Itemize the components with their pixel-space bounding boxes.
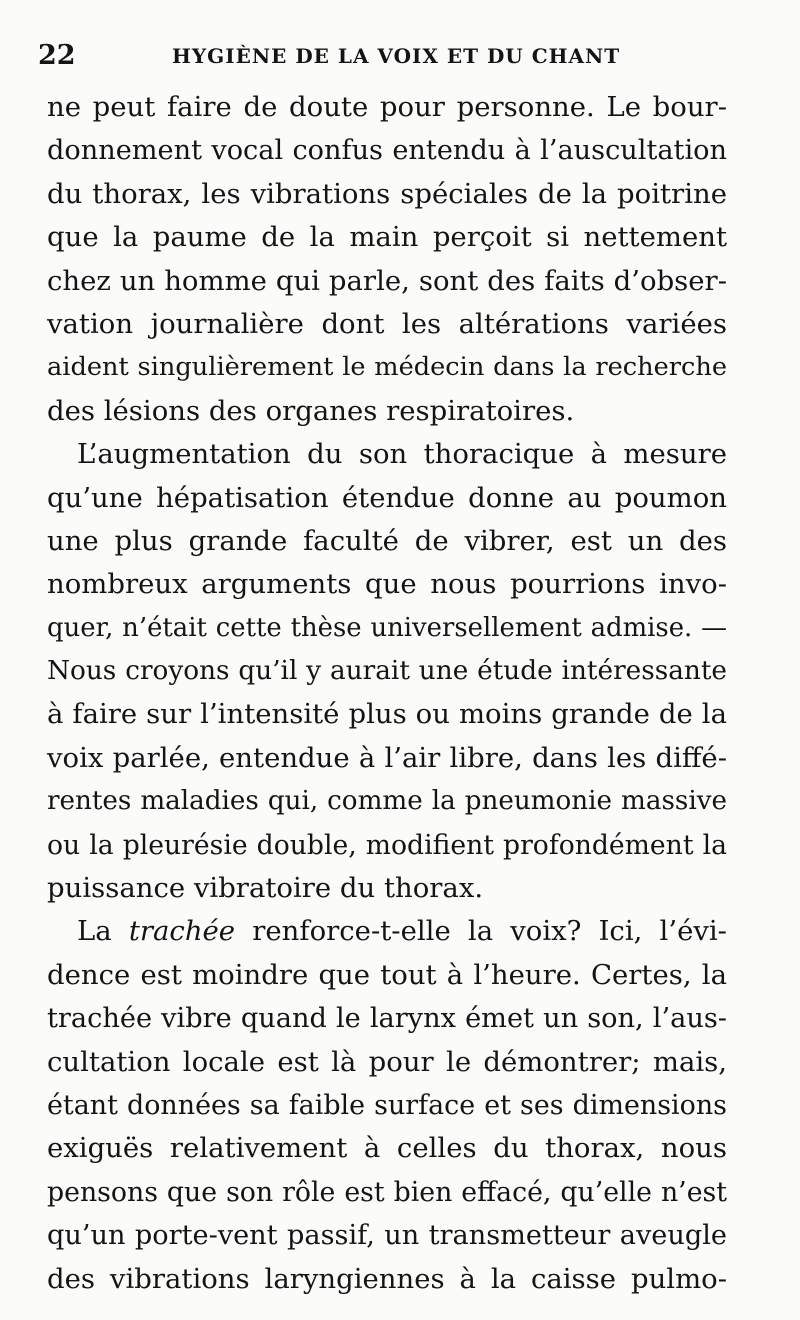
text-line: Nous croyons qu’il y aurait une étude intéressante — [47, 656, 727, 687]
page-number: 22 — [38, 40, 76, 71]
italic-term: trachée — [128, 915, 236, 948]
text-segment: La — [77, 915, 129, 948]
text-line: exiguës relativement à celles du thorax, nous — [47, 1132, 727, 1165]
text-line: chez un homme qui parle, sont des faits d’obser- — [47, 264, 727, 297]
text-line: ou la pleurésie double, modifient profondément la — [47, 829, 727, 861]
text-line: à faire sur l’intensité plus ou moins grande de la — [47, 698, 727, 731]
text-line: des lésions des organes respiratoires. — [47, 394, 575, 427]
text-line: nombreux arguments que nous pourrions invo- — [47, 568, 727, 601]
text-line-with-emphasis — [47, 910, 727, 953]
text-line: une plus grande faculté de vibrer, est un des — [47, 524, 727, 557]
text-line: que la paume de la main perçoit si nettement — [47, 221, 727, 254]
text-line: ne peut faire de doute pour personne. Le bour- — [47, 91, 727, 123]
running-title: HYGIÈNE DE LA VOIX ET DU CHANT — [172, 44, 621, 68]
text-line: vation journalière dont les altérations variées — [47, 307, 727, 340]
running-head — [38, 40, 728, 72]
text-line: quer, n’était cette thèse universellement admise. — — [47, 612, 727, 643]
text-line: qu’un porte-vent passif, un transmetteur aveugle — [47, 1220, 727, 1252]
text-line: L’augmentation du son thoracique à mesure — [77, 438, 727, 471]
text-line: des vibrations laryngiennes à la caisse pulmo- — [47, 1262, 727, 1295]
text-line: puissance vibratoire du thorax. — [47, 872, 484, 905]
text-line: rentes maladies qui, comme la pneumonie massive — [47, 786, 727, 817]
text-segment: renforce-t-elle la voix? Ici, l’évi- — [235, 915, 727, 948]
text-line: qu’une hépatisation étendue donne au poumon — [47, 481, 727, 514]
text-line: voix parlée, entendue à l’air libre, dans les diffé- — [47, 741, 727, 774]
text-line: cultation locale est là pour le démontrer; mais, — [47, 1045, 727, 1078]
body-text — [47, 86, 727, 1301]
text-line: trachée vibre quand le larynx émet un son, l’aus- — [47, 1003, 727, 1035]
text-line: du thorax, les vibrations spéciales de la poitrine — [47, 177, 727, 210]
text-line: donnement vocal confus entendu à l’auscultation — [47, 135, 727, 167]
text-line: pensons que son rôle est bien effacé, qu’elle n’est — [47, 1176, 727, 1208]
text-line: dence est moindre que tout à l’heure. Certes, la — [47, 958, 727, 991]
text-line: aident singulièrement le médecin dans la recherche — [47, 352, 727, 383]
text-line: étant données sa faible surface et ses dimensions — [47, 1089, 727, 1121]
